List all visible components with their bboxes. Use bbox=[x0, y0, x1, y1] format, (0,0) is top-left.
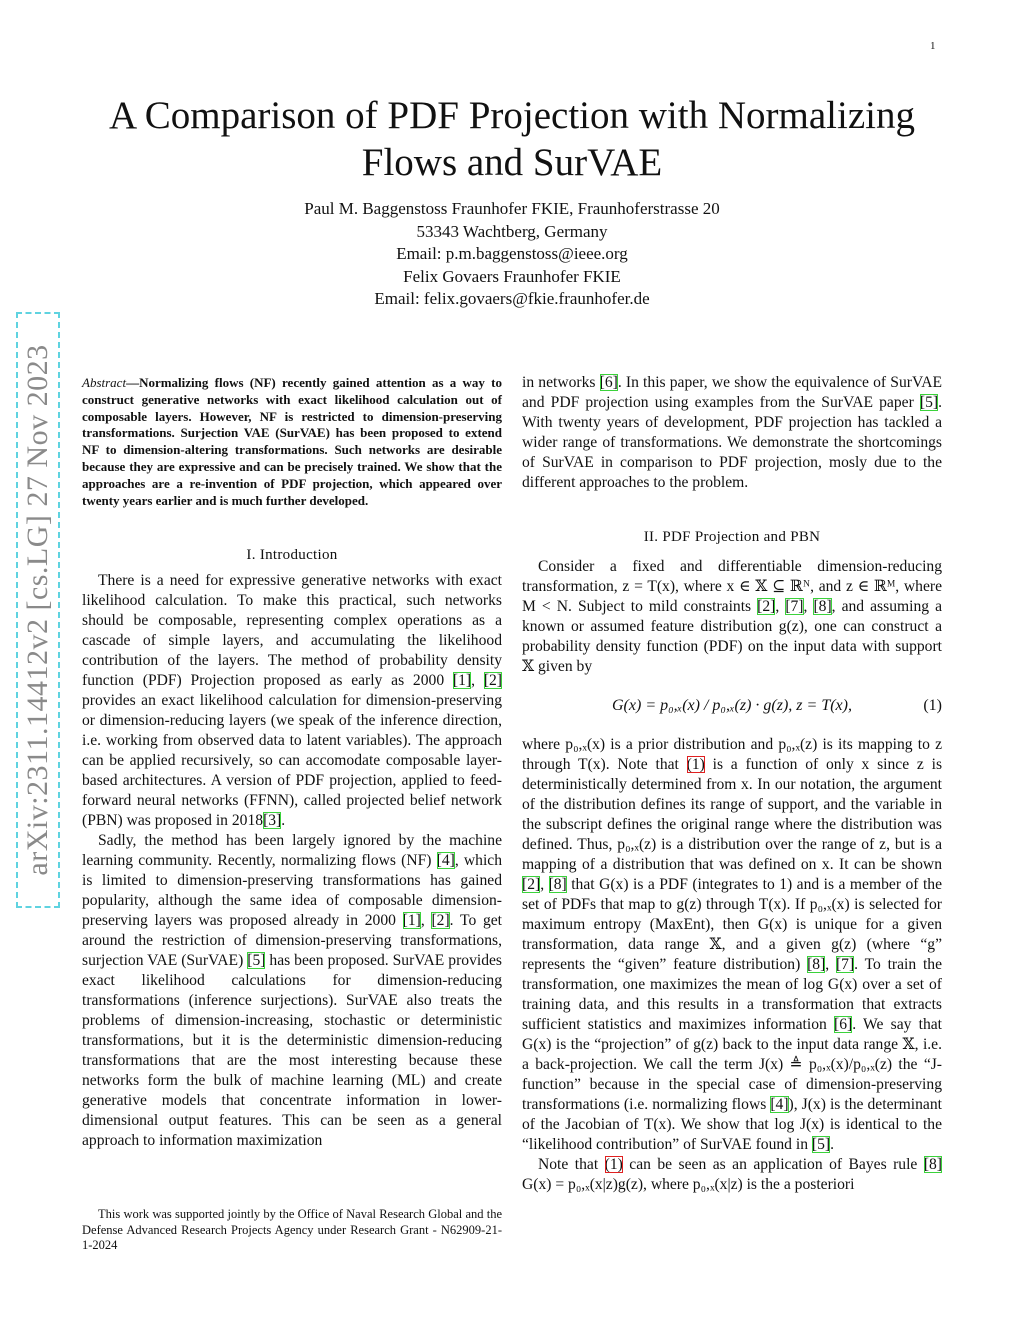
page-number: 1 bbox=[930, 40, 936, 52]
paragraph: Sadly, the method has been largely ignored by the machine learning community. Recently, normalizing flows (NF) [4], which is limited to dimension-preserving transformations has gained popularity, although the same idea of composable dimension-preserving layers was proposed already in 2000 [1], [2]. To get around the restriction of dimension-preserving transformations, surjection VAE (SurVAE) [5] has been proposed. SurVAE provides exact likelihood calculations for dimension-reducing transformations (inference surjections). SurVAE also treats the problems of dimension-increasing, stochastic or deterministic transformations, but it is the deterministic dimension-reducing transformations that are the most interesting because these networks form the bulk of machine learning (ML) and create generative models that concentrate information in lower-dimensional output features. This can be seen as a general approach to information maximization bbox=[82, 832, 503, 1150]
citation-link[interactable]: [8] bbox=[813, 598, 832, 615]
equation-body: G(x) = p₀,ₓ(x) / p₀,ₓ(z) · g(z), z = T(x), bbox=[612, 697, 852, 714]
left-column bbox=[82, 375, 502, 1151]
citation-link[interactable]: [7] bbox=[835, 956, 855, 973]
citation-link[interactable]: [2] bbox=[431, 912, 450, 930]
author-line: Felix Govaers Fraunhofer FKIE bbox=[403, 266, 621, 286]
author-email[interactable]: Email: felix.govaers@fkie.fraunhofer.de bbox=[374, 289, 650, 308]
paragraph: Consider a fixed and differentiable dimension-reducing transformation, z = T(x), where x ∈ 𝕏 ⊆ ℝᴺ, and z ∈ ℝᴹ, where M < N. Subject to mild constraints [2], [7], [8], and assuming a known or assumed feature distribution g(z), one can construct a probability density function (PDF) on the input data with support 𝕏 given by bbox=[522, 558, 943, 675]
citation-link[interactable]: [8] bbox=[923, 1156, 942, 1173]
citation-link[interactable]: [6] bbox=[599, 374, 618, 391]
paragraph: Note that (1) can be seen as an application of Bayes rule [8] G(x) = p₀,ₓ(x|z)g(z), where p₀,ₓ(x|z) is the a posteriori bbox=[522, 1156, 942, 1193]
citation-link[interactable]: [2] bbox=[522, 876, 541, 893]
section-heading-introduction: I. Introduction bbox=[246, 547, 338, 564]
equation-1 bbox=[522, 677, 942, 735]
citation-link[interactable]: [4] bbox=[770, 1096, 789, 1113]
citation-link[interactable]: [1] bbox=[402, 912, 421, 930]
paragraph: where p₀,ₓ(x) is a prior distribution and p₀,ₓ(z) is its mapping to z through T(x). Note that (1) is a function of only x since z is deterministically determined from x. In our notation, the argument of the distribution defines its range of support, and the variable in the subscript defines the original range where the distribution was defined. Thus, p₀,ₓ(z) is a distribution over the range of z, but is a mapping of a distribution that was defined on x. It can be shown [2], [8] that G(x) is a PDF (integrates to 1) and is a member of the set of PDFs that map to g(z) through T(x). If p₀,ₓ(x) is selected for maximum entropy (MaxEnt), then G(x) is unique for a given transformation, data range 𝕏, and a given g(z) (where “g” represents the “given” feature distribution) [8], [7]. To train the transformation, one maximizes the mean of log G(x) over a set of training data, and this results in a transformation that extracts sufficient statistics and maximizes information [6]. We say that G(x) is the “projection” of g(z) back to the input data range 𝕏, i.e. a back-projection. We call the term J(x) ≜ p₀,ₓ(x)/p₀,ₓ(z) the “J-function” because in the special case of dimension-preserving transformations (i.e. normalizing flows [4]), J(x) is the determinant of the Jacobian of T(x). We show that log J(x) is identical to the “likelihood contribution” of SurVAE found in [5]. bbox=[522, 736, 943, 1153]
paragraph: There is a need for expressive generative networks with exact likelihood calculation. To make this practical, such networks should be composable, representing complex operations as a cascade of simple layers, and accumulating the likelihood contribution of the layers. The method of probability density function (PDF) Projection proposed as early as 2000 [1], [2] provides an exact likelihood calculation for dimension-preserving or dimension-reducing layers (we speak of the inference direction, i.e. working from observed data to latent variables). The approach can be applied recursively, so can accomodate composable layer-based architectures. A version of PDF projection, applied to feed-forward neural networks (FFNN), called projected belief network (PBN) was proposed in 2018[3]. bbox=[82, 572, 502, 830]
citation-link[interactable]: [5] bbox=[247, 952, 266, 970]
citation-link[interactable]: [1] bbox=[452, 672, 472, 690]
section-heading-pdf-projection: II. PDF Projection and PBN bbox=[643, 529, 821, 545]
equation-ref-link[interactable]: (1) bbox=[604, 1156, 623, 1173]
citation-link[interactable]: [4] bbox=[436, 852, 455, 870]
equation-ref-link[interactable]: (1) bbox=[686, 756, 705, 773]
citation-link[interactable]: [8] bbox=[807, 956, 826, 973]
abstract bbox=[82, 375, 502, 509]
paper-title: A Comparison of PDF Projection with Normalizing Flows and SurVAE bbox=[109, 94, 915, 184]
author-line: 53343 Wachtberg, Germany bbox=[416, 221, 608, 241]
arxiv-stamp[interactable] bbox=[16, 312, 60, 908]
citation-link[interactable]: [5] bbox=[811, 1136, 831, 1153]
right-column bbox=[522, 373, 942, 1195]
paragraph: in networks [6]. In this paper, we show the equivalence of SurVAE and PDF projection using examples from the SurVAE paper [5]. With twenty years of development, PDF projection has tackled a wider range of transformations. We demonstrate the shortcomings of SurVAE in comparison to PDF projection, mosly due to the different approaches to the problem. bbox=[522, 374, 942, 491]
author-email[interactable]: Email: p.m.baggenstoss@ieee.org bbox=[396, 244, 628, 263]
citation-link[interactable]: [3] bbox=[263, 812, 282, 830]
author-line: Paul M. Baggenstoss Fraunhofer FKIE, Fraunhoferstrasse 20 bbox=[304, 199, 720, 218]
citation-link[interactable]: [8] bbox=[548, 876, 567, 893]
footnote: This work was supported jointly by the Office of Naval Research Global and the Defense Advanced Research Projects Agency under Research Grant - N62909-21-1-2024 bbox=[82, 1207, 502, 1252]
citation-link[interactable]: [2] bbox=[757, 598, 776, 615]
citation-link[interactable]: [7] bbox=[785, 598, 804, 615]
citation-link[interactable]: [6] bbox=[834, 1016, 853, 1033]
arxiv-id: arXiv:2311.14412v2 [cs.LG] 27 Nov 2023 bbox=[21, 344, 54, 876]
abstract-label: Abstract bbox=[82, 375, 127, 390]
author-block bbox=[200, 198, 824, 311]
citation-link[interactable]: [5] bbox=[919, 394, 939, 411]
equation-number: (1) bbox=[923, 697, 942, 714]
citation-link[interactable]: [2] bbox=[483, 672, 502, 690]
abstract-text: —Normalizing flows (NF) recently gained attention as a way to construct generative networks with exact likelihood calculation out of composable layers. However, NF is restricted to dimension-preserving transformations. Surjection VAE (SurVAE) has been proposed to extend NF to dimension-altering transformations. Such networks are desirable because they are expressive and can be precisely trained. We show that the approaches are a re-invention of PDF projection, which appeared over twenty years earlier and is much further developed. bbox=[82, 375, 502, 508]
